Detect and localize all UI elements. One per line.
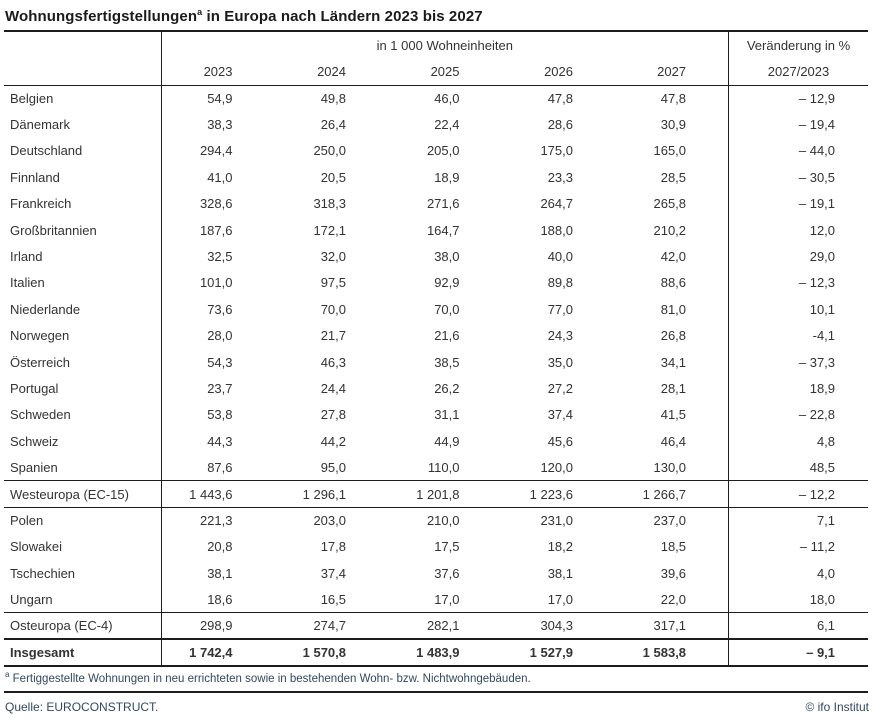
- value-cell: 20,5: [320, 169, 346, 185]
- value-cell: 45,6: [547, 433, 573, 449]
- header-row-units: [4, 31, 868, 58]
- value-cell: 92,9: [434, 275, 460, 291]
- value-cell: 294,4: [199, 143, 233, 159]
- change-cell: 4,8: [729, 428, 869, 454]
- value-cell: 28,5: [660, 169, 687, 185]
- value-cell: 26,2: [434, 380, 460, 396]
- year-header-2026: 2026: [502, 58, 616, 85]
- title-footnote-marker: a: [197, 7, 203, 17]
- value-cell: 32,5: [207, 249, 233, 265]
- value-cell: 38,1: [207, 565, 233, 581]
- credit-label: © ifo Institut: [805, 699, 869, 714]
- value-cell: 32,0: [320, 249, 346, 265]
- header-row-years: [4, 58, 868, 85]
- value-cell: 81,0: [660, 301, 687, 317]
- value-cell: 44,3: [207, 433, 233, 449]
- table-row: [4, 349, 868, 375]
- value-cell: 1 223,6: [502, 481, 616, 507]
- value-cell: 328,6: [199, 196, 233, 212]
- value-cell: 187,6: [199, 222, 233, 238]
- value-cell: 120,0: [540, 459, 573, 475]
- value-cell: 21,7: [320, 328, 346, 344]
- table-row: [4, 217, 868, 243]
- value-cell: 231,0: [540, 513, 573, 529]
- value-cell: 317,1: [615, 613, 729, 639]
- value-cell: 37,4: [547, 407, 573, 423]
- change-cell: 6,1: [729, 613, 869, 639]
- value-cell: 101,0: [199, 275, 233, 291]
- value-cell: 264,7: [540, 196, 573, 212]
- change-cell: 18,9: [729, 375, 869, 401]
- table-body: [4, 85, 868, 666]
- table-row: [4, 164, 868, 190]
- table-row: [4, 481, 868, 507]
- change-cell: 18,0: [729, 586, 869, 612]
- value-cell: 1 742,4: [161, 639, 275, 665]
- table-row: [4, 270, 868, 296]
- table-row: [4, 375, 868, 401]
- value-cell: 210,2: [653, 222, 687, 238]
- value-cell: 35,0: [547, 354, 573, 370]
- value-cell: 41,0: [207, 169, 233, 185]
- change-cell: 48,5: [729, 454, 869, 480]
- value-cell: 304,3: [502, 613, 616, 639]
- value-cell: 70,0: [434, 301, 460, 317]
- footer: [4, 693, 870, 714]
- country-cell: Norwegen: [4, 323, 161, 349]
- footnote-text: Fertiggestellte Wohnungen in neu errichteten sowie in bestehenden Wohn- bzw. Nichtwohngebäuden.: [9, 672, 531, 685]
- value-cell: 282,1: [388, 613, 502, 639]
- change-cell: – 9,1: [729, 639, 869, 665]
- table-row: [4, 296, 868, 322]
- country-cell: Schweden: [4, 402, 161, 428]
- value-cell: 47,8: [660, 90, 687, 106]
- value-cell: 31,1: [434, 407, 460, 423]
- value-cell: 49,8: [320, 90, 346, 106]
- value-cell: 274,7: [275, 613, 389, 639]
- value-cell: 70,0: [320, 301, 346, 317]
- change-cell: 29,0: [729, 243, 869, 269]
- value-cell: 130,0: [653, 459, 687, 475]
- change-cell: 10,1: [729, 296, 869, 322]
- value-cell: 17,0: [547, 591, 573, 607]
- value-cell: 1 443,6: [161, 481, 275, 507]
- table-row: [4, 534, 868, 560]
- change-cell: – 22,8: [729, 402, 869, 428]
- value-cell: 165,0: [653, 143, 687, 159]
- value-cell: 318,3: [313, 196, 346, 212]
- table-row: [4, 639, 868, 665]
- value-cell: 1 527,9: [502, 639, 616, 665]
- value-cell: 44,9: [434, 433, 460, 449]
- value-cell: 54,9: [207, 90, 233, 106]
- year-header-2025: 2025: [388, 58, 502, 85]
- change-subheader: 2027/2023: [729, 58, 869, 85]
- value-cell: 221,3: [199, 513, 233, 529]
- year-header-2023: 2023: [161, 58, 275, 85]
- value-cell: 164,7: [426, 222, 460, 238]
- value-cell: 28,6: [547, 117, 573, 133]
- value-cell: 18,9: [434, 169, 460, 185]
- value-cell: 37,4: [320, 565, 346, 581]
- unit-header: in 1 000 Wohneinheiten: [376, 37, 513, 53]
- value-cell: 39,6: [660, 565, 687, 581]
- country-cell: Dänemark: [4, 111, 161, 137]
- table-row: [4, 507, 868, 533]
- value-cell: 26,8: [660, 328, 687, 344]
- value-cell: 237,0: [653, 513, 687, 529]
- change-cell: -4,1: [729, 323, 869, 349]
- country-cell: Italien: [4, 270, 161, 296]
- value-cell: 1 570,8: [275, 639, 389, 665]
- table-row: [4, 243, 868, 269]
- value-cell: 28,1: [660, 380, 687, 396]
- country-cell: Insgesamt: [4, 639, 161, 665]
- value-cell: 24,4: [320, 380, 346, 396]
- value-cell: 1 483,9: [388, 639, 502, 665]
- value-cell: 24,3: [547, 328, 573, 344]
- table-header: [4, 31, 868, 85]
- table-row: [4, 586, 868, 612]
- value-cell: 34,1: [660, 354, 687, 370]
- value-cell: 41,5: [660, 407, 687, 423]
- value-cell: 175,0: [540, 143, 573, 159]
- header-empty-cell: [4, 31, 161, 58]
- value-cell: 46,0: [434, 90, 460, 106]
- value-cell: 188,0: [540, 222, 573, 238]
- title-main: Wohnungsfertigstellungen: [5, 8, 198, 25]
- value-cell: 1 201,8: [388, 481, 502, 507]
- country-cell: Slowakei: [4, 534, 161, 560]
- value-cell: 17,0: [434, 591, 460, 607]
- value-cell: 27,8: [320, 407, 346, 423]
- value-cell: 23,3: [547, 169, 573, 185]
- country-cell: Ungarn: [4, 586, 161, 612]
- country-cell: Niederlande: [4, 296, 161, 322]
- value-cell: 265,8: [653, 196, 687, 212]
- value-cell: 37,6: [434, 565, 460, 581]
- year-header-2027: 2027: [615, 58, 729, 85]
- value-cell: 27,2: [547, 380, 573, 396]
- value-cell: 205,0: [426, 143, 460, 159]
- table-row: [4, 402, 868, 428]
- value-cell: 1 266,7: [615, 481, 729, 507]
- value-cell: 110,0: [427, 459, 460, 475]
- change-cell: – 12,3: [729, 270, 869, 296]
- value-cell: 89,8: [547, 275, 573, 291]
- value-cell: 42,0: [660, 249, 687, 265]
- change-cell: – 19,4: [729, 111, 869, 137]
- change-cell: – 12,2: [729, 481, 869, 507]
- country-cell: Belgien: [4, 85, 161, 111]
- year-header-2024: 2024: [275, 58, 389, 85]
- value-cell: 250,0: [313, 143, 346, 159]
- country-cell: Osteuropa (EC-4): [4, 613, 161, 639]
- change-cell: 12,0: [729, 217, 869, 243]
- country-cell: Frankreich: [4, 191, 161, 217]
- value-cell: 22,0: [660, 591, 687, 607]
- country-cell: Österreich: [4, 349, 161, 375]
- value-cell: 73,6: [207, 301, 233, 317]
- value-cell: 53,8: [207, 407, 233, 423]
- title-rest: in Europa nach Ländern 2023 bis 2027: [202, 8, 483, 25]
- table-row: [4, 323, 868, 349]
- country-cell: Schweiz: [4, 428, 161, 454]
- value-cell: 28,0: [207, 328, 233, 344]
- change-cell: – 11,2: [729, 534, 869, 560]
- country-cell: Westeuropa (EC-15): [4, 481, 161, 507]
- page-title: [4, 0, 868, 30]
- value-cell: 298,9: [161, 613, 275, 639]
- table-row: [4, 613, 868, 639]
- value-cell: 87,6: [207, 459, 233, 475]
- value-cell: 271,6: [426, 196, 460, 212]
- value-cell: 26,4: [320, 117, 346, 133]
- change-cell: – 44,0: [729, 138, 869, 164]
- country-cell: Deutschland: [4, 138, 161, 164]
- country-cell: Polen: [4, 507, 161, 533]
- value-cell: 97,5: [320, 275, 346, 291]
- value-cell: 77,0: [547, 301, 573, 317]
- value-cell: 38,3: [207, 117, 233, 133]
- footnote-marker: a: [5, 669, 10, 679]
- country-cell: Irland: [4, 243, 161, 269]
- value-cell: 1 583,8: [615, 639, 729, 665]
- change-cell: – 19,1: [729, 191, 869, 217]
- change-cell: – 37,3: [729, 349, 869, 375]
- value-cell: 38,1: [547, 565, 573, 581]
- data-table: [4, 30, 868, 667]
- value-cell: 1 296,1: [275, 481, 389, 507]
- value-cell: 22,4: [434, 117, 460, 133]
- value-cell: 44,2: [320, 433, 346, 449]
- header-empty-cell: [4, 58, 161, 85]
- value-cell: 40,0: [547, 249, 573, 265]
- value-cell: 95,0: [320, 459, 346, 475]
- value-cell: 172,1: [313, 222, 346, 238]
- table-row: [4, 191, 868, 217]
- source-label: Quelle: EUROCONSTRUCT.: [5, 699, 159, 714]
- change-header: Veränderung in %: [729, 31, 869, 58]
- value-cell: 30,9: [660, 117, 687, 133]
- table-row: [4, 138, 868, 164]
- value-cell: 54,3: [207, 354, 233, 370]
- value-cell: 23,7: [207, 380, 233, 396]
- value-cell: 88,6: [660, 275, 687, 291]
- value-cell: 38,5: [434, 354, 460, 370]
- value-cell: 21,6: [434, 328, 460, 344]
- change-cell: – 30,5: [729, 164, 869, 190]
- table-row: [4, 111, 868, 137]
- footnote: [4, 667, 868, 693]
- table-row: [4, 560, 868, 586]
- value-cell: 18,2: [547, 539, 573, 555]
- value-cell: 17,8: [320, 539, 346, 555]
- value-cell: 46,3: [320, 354, 346, 370]
- table-row: [4, 454, 868, 480]
- change-cell: 7,1: [729, 507, 869, 533]
- change-cell: 4,0: [729, 560, 869, 586]
- value-cell: 18,5: [660, 539, 687, 555]
- value-cell: 17,5: [434, 539, 460, 555]
- value-cell: 47,8: [547, 90, 573, 106]
- value-cell: 203,0: [313, 513, 346, 529]
- value-cell: 18,6: [207, 591, 233, 607]
- country-cell: Spanien: [4, 454, 161, 480]
- country-cell: Finnland: [4, 164, 161, 190]
- table-row: [4, 428, 868, 454]
- value-cell: 16,5: [320, 591, 346, 607]
- value-cell: 38,0: [434, 249, 460, 265]
- country-cell: Portugal: [4, 375, 161, 401]
- country-cell: Großbritannien: [4, 217, 161, 243]
- country-cell: Tschechien: [4, 560, 161, 586]
- value-cell: 210,0: [426, 513, 460, 529]
- value-cell: 20,8: [207, 539, 233, 555]
- value-cell: 46,4: [660, 433, 687, 449]
- table-row: [4, 85, 868, 111]
- change-cell: – 12,9: [729, 85, 869, 111]
